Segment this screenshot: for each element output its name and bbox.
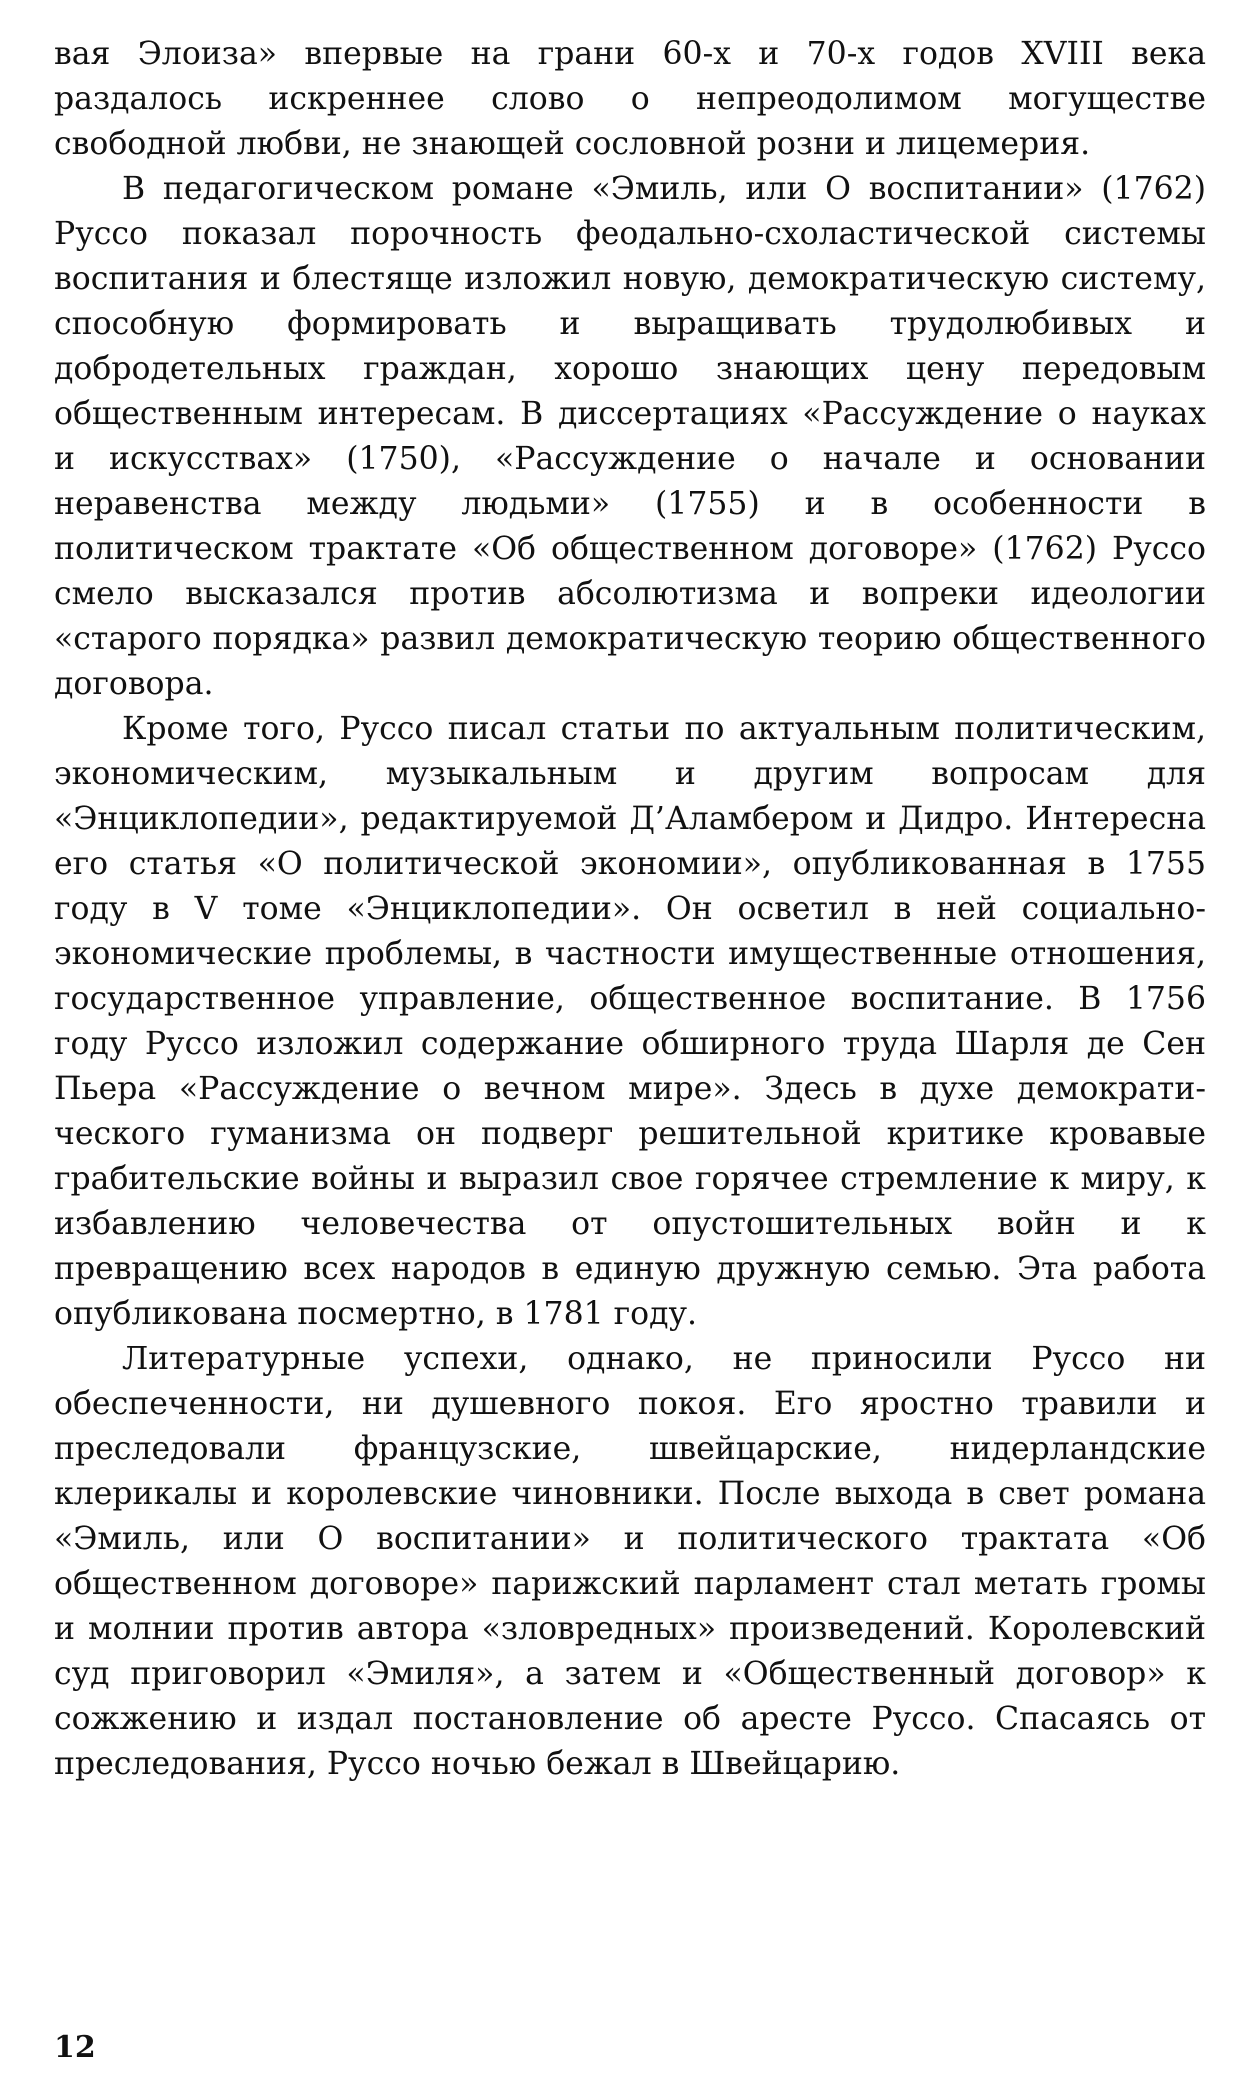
paragraph-continuation: вая Элоиза» впервые на грани 60-х и 70-х годов XVIII века раздалось искреннее слово о непреодолимом могуществе свободной любви, не знающей сословной розни и лицемерия. xyxy=(54,36,1206,162)
paragraph-encyclopedia: Кроме того, Руссо писал статьи по актуальным политическим, экономическим, музыкальным и другим вопросам для «Энциклопедии», редактируемой Д’Аламбером и Дидро. Интересна его статья «О политической экономии», опубликованная в 1755 году в V томе «Энциклопедии». Он осветил в ней социально-экономические проблемы, в частности имущественные отношения, государственное управление, общественное воспитание. В 1756 году Руссо изложил содержание обширного труда Шарля де Сен Пьера «Рассуждение о вечном мире». Здесь в духе демократического гуманизма он подверг решительной критике кровавые грабительские войны и выразил свое горячее стремление к миру, к избавлению человечества от опустошительных войн и к превращению всех народов в единую дружную семью. Эта работа опубликована посмертно, в 1781 году. xyxy=(54,711,1206,1332)
paragraph-persecution: Литературные успехи, однако, не приносили Руссо ни обеспеченности, ни душевного покоя. Его яростно травили и преследовали французские, швейцарские, нидерландские клерикалы и королевские чиновники. После выхода в свет романа «Эмиль, или О воспитании» и политического трактата «Об общественном договоре» парижский парламент стал метать громы и молнии против автора «зловредных» произведений. Королевский суд приговорил «Эмиля», а затем и «Общественный договор» к сожжению и издал постановление об аресте Руссо. Спасаясь от преследования, Руссо ночью бежал в Швейцарию. xyxy=(54,1341,1206,1782)
paragraph-emile: В педагогическом романе «Эмиль, или О воспитании» (1762) Руссо показал порочность феодально-схоластической системы воспитания и блестяще изложил новую, демократическую систему, способную формировать и выращивать трудолюбивых и добродетельных граждан, хорошо знающих цену передовым общественным интересам. В диссертациях «Рассуждение о науках и искусствах» (1750), «Рассуждение о начале и основании неравенства между людьми» (1755) и в особенности в политическом трактате «Об общественном договоре» (1762) Руссо смело высказался против абсолютизма и вопреки идеологии «старого порядка» развил демократическую теорию общественного договора. xyxy=(54,171,1206,702)
page-text xyxy=(54,32,1206,1787)
page-number: 12 xyxy=(54,2030,96,2065)
